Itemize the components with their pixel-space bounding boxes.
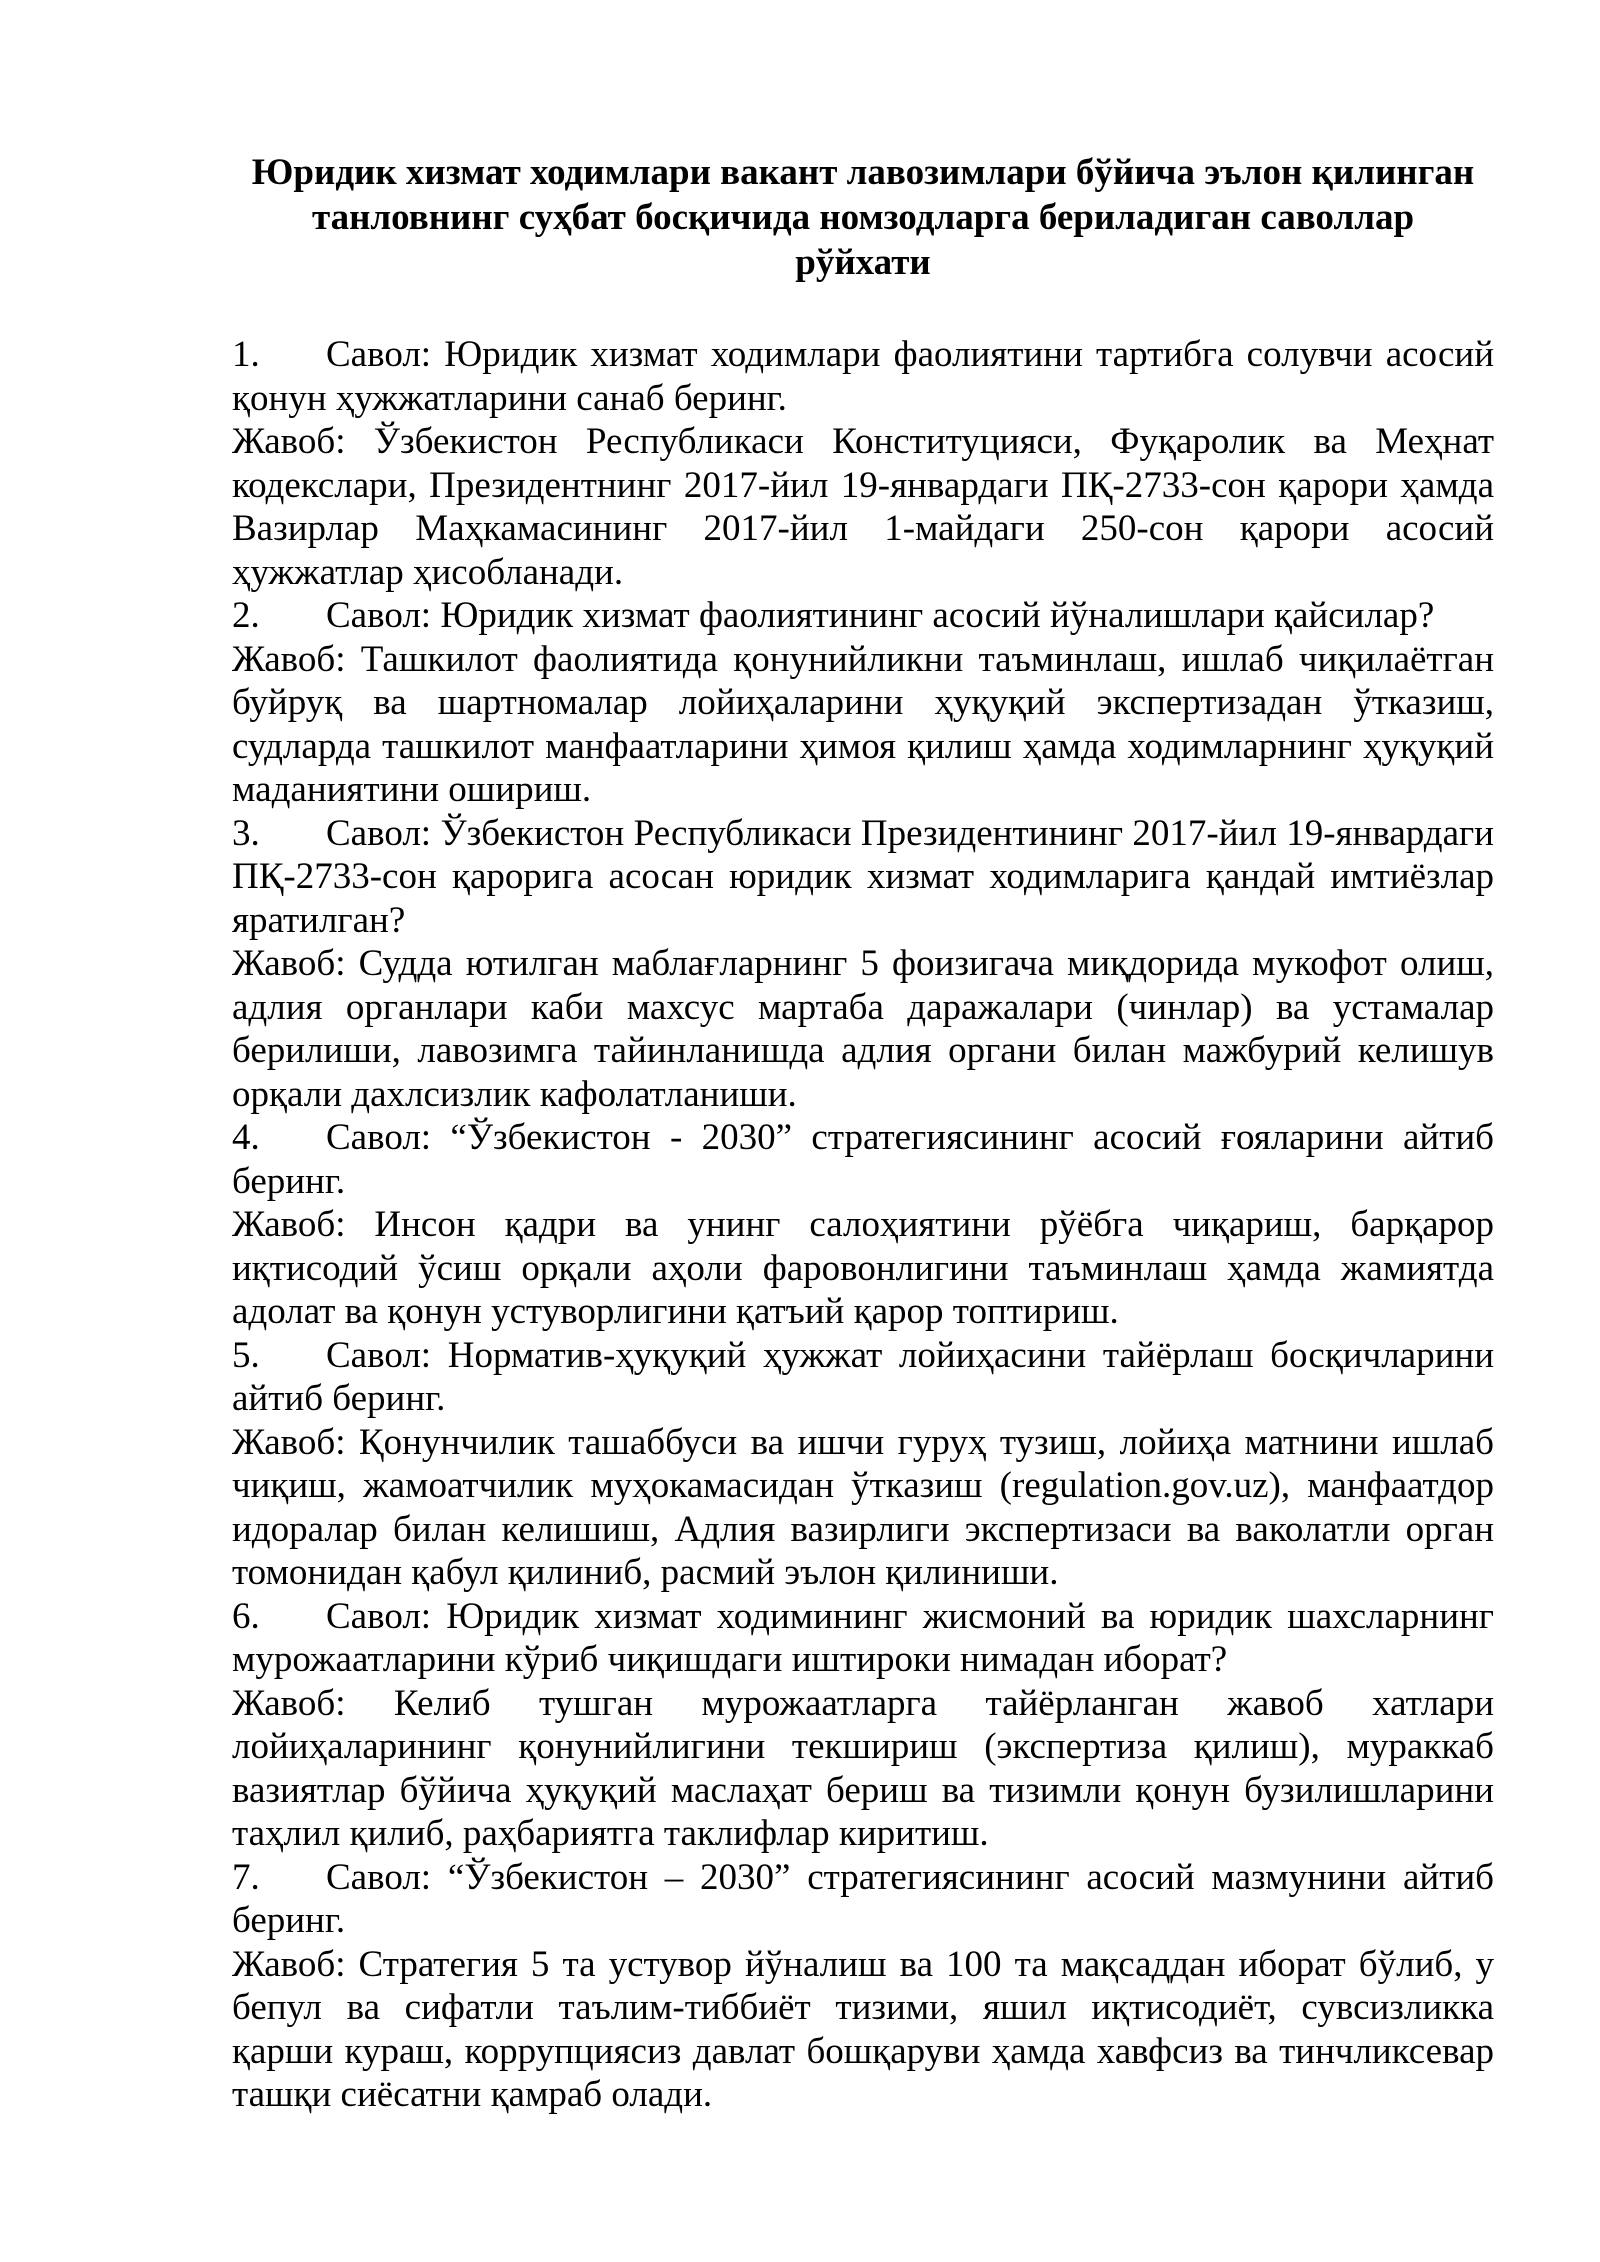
answer: Жавоб: Инсон қадри ва унинг салоҳиятини рўёбга чиқариш, барқарор иқтисодий ўсиш орқали аҳоли фаровонлигини таъминлаш ҳамда жамиятда адолат ва қонун устуворлигини қатъий қарор топтириш.: [232, 1204, 1494, 1332]
title-line-2: танловнинг суҳбат босқичида номзодларга бериладиган саволлар: [311, 197, 1415, 238]
item-number: 7.: [232, 1856, 260, 1898]
qa-item: [232, 333, 1494, 594]
question: [232, 1334, 1494, 1421]
question: [232, 1116, 1494, 1203]
qa-list: [232, 333, 1494, 2117]
question: [232, 1856, 1494, 1943]
question-text: Савол: “Ўзбекистон - 2030” стратегиясининг асосий ғояларини айтиб беринг.: [232, 1117, 1494, 1202]
answer: Жавоб: Судда ютилган маблағларнинг 5 фоизигача миқдорида мукофот олиш, адлия органлари каби махсус мартаба даражалари (чинлар) ва устамалар берилиши, лавозимга тайинланишда адлия органи билан мажбурий келишув орқали дахлсизлик кафолатланиши.: [232, 943, 1494, 1115]
title-line-3: рўйхати: [795, 242, 931, 283]
title-line-1: Юридик хизмат ходимлари вакант лавозимлари бўйича эълон қилинган: [251, 152, 1475, 193]
qa-item: [232, 1116, 1494, 1334]
question-text: Савол: Юридик хизмат ходимлари фаолиятини тартибга солувчи асосий қонун ҳужжатларини санаб беринг.: [232, 334, 1494, 419]
question: [232, 594, 1494, 638]
item-number: 5.: [232, 1334, 260, 1376]
item-number: 4.: [232, 1117, 260, 1158]
qa-item: [232, 594, 1494, 812]
item-number: 6.: [232, 1595, 260, 1637]
answer: Жавоб: Ташкилот фаолиятида қонунийликни таъминлаш, ишлаб чиқилаётган буйруқ ва шартномалар лойиҳаларини ҳуқуқий экспертизадан ўтказиш, судларда ташкилот манфаатларини ҳимоя қилиш ҳамда ходимларнинг ҳуқуқий маданиятини ошириш.: [232, 638, 1494, 810]
question: [232, 333, 1494, 420]
answer: Жавоб: Келиб тушган мурожаатларга тайёрланган жавоб хатлари лойиҳаларининг қонунийлигини текшириш (экспертиза қилиш), мураккаб вазиятлар бўйича ҳуқуқий маслаҳат бериш ва тизимли қонун бузилишларини таҳлил қилиб, раҳбариятга таклифлар киритиш.: [232, 1682, 1494, 1854]
item-number: 2.: [232, 595, 260, 636]
qa-item: [232, 1334, 1494, 1595]
document-page: [232, 150, 1494, 2117]
qa-item: [232, 1595, 1494, 1856]
document-title: [232, 150, 1494, 285]
item-number: 1.: [232, 334, 260, 375]
item-number: 3.: [232, 812, 260, 854]
question: [232, 812, 1494, 943]
question-text: Савол: Юридик хизмат фаолиятининг асосий йўналишлари қайсилар?: [326, 595, 1435, 636]
qa-item: [232, 812, 1494, 1117]
question-text: Савол: Ўзбекистон Республикаси Президентининг 2017-йил 19-январдаги ПҚ-2733-сон қарорига асосан юридик хизмат ходимларига қандай имтиёзлар яратилган?: [232, 812, 1494, 941]
answer: Жавоб: Стратегия 5 та устувор йўналиш ва 100 та мақсаддан иборат бўлиб, у бепул ва сифатли таълим-тиббиёт тизими, яшил иқтисодиёт, сувсизликка қарши кураш, коррупциясиз давлат бошқаруви ҳамда хавфсиз ва тинчликсевар ташқи сиёсатни қамраб олади.: [232, 1943, 1494, 2115]
answer: Жавоб: Ўзбекистон Республикаси Конституцияси, Фуқаролик ва Меҳнат кодекслари, Президентнинг 2017-йил 19-январдаги ПҚ-2733-сон қарори ҳамда Вазирлар Маҳкамасининг 2017-йил 1-майдаги 250-сон қарори асосий ҳужжатлар ҳисобланади.: [232, 421, 1494, 593]
question-text: Савол: Юридик хизмат ходимининг жисмоний ва юридик шахсларнинг мурожаатларини кўриб чиқишдаги иштироки нимадан иборат?: [232, 1595, 1494, 1680]
answer: Жавоб: Қонунчилик ташаббуси ва ишчи гуруҳ тузиш, лойиҳа матнини ишлаб чиқиш, жамоатчилик муҳокамасидан ўтказиш (regulation.gov.uz), манфаатдор идоралар билан келишиш, Адлия вазирлиги экспертизаси ва ваколатли орган томонидан қабул қилиниб, расмий эълон қилиниши.: [232, 1421, 1494, 1593]
question-text: Савол: “Ўзбекистон – 2030” стратегиясининг асосий мазмунини айтиб беринг.: [232, 1856, 1494, 1941]
question-text: Савол: Норматив-ҳуқуқий ҳужжат лойиҳасини тайёрлаш босқичларини айтиб беринг.: [232, 1334, 1494, 1419]
qa-item: [232, 1856, 1494, 2117]
question: [232, 1595, 1494, 1682]
